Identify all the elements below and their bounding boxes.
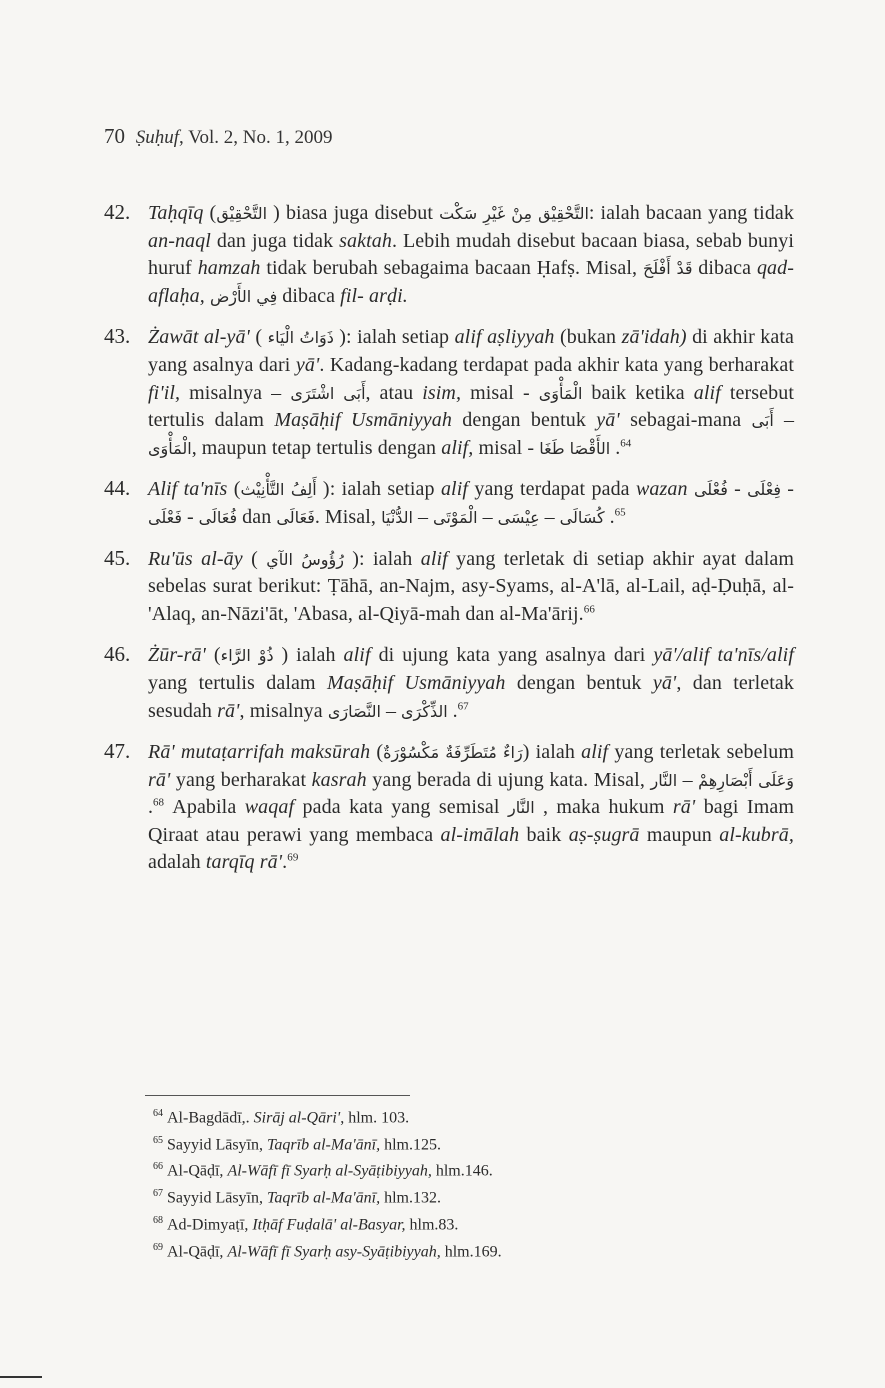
footnote-number: 64 [153,1108,163,1119]
glossary-entry-45 [104,546,794,629]
page-number: 70 [104,124,125,148]
arabic-text: فِعْلَى [747,480,782,500]
footnote-title: Al-Wāfī fī Syarḥ asy-Syāṭibiyyah, [227,1243,441,1260]
entry-term: Żūr-rā' [148,644,206,667]
footnote-ref[interactable]: 67 [457,699,469,712]
glossary-entry-47 [104,739,794,877]
arabic-text: قَدْ أَفْلَحَ [642,259,693,279]
arabic-text: فُعْلَى [693,480,728,500]
footnote-title: Al-Wāfī fī Syarḥ al-Syāṭibiyyah, [227,1162,432,1180]
footnote-title: Taqrīb al-Ma'ānī, [267,1136,381,1154]
footnote-65: $^{65}$ Sayyid Lāsyīn, Taqrīb al-Ma'ānī, hlm.125. [153,1134,441,1154]
arabic-text: عِيْسَى [497,507,540,527]
footnote-title: Sirāj al-Qāri' [253,1109,341,1127]
entry-term: Rā' mutaṭarrifah maksūrah [148,741,371,764]
arabic-text: فَعَالَى [276,507,315,527]
arabic-term: رَاءٌ مُتَطَرِّفَةٌ مَكْسُوْرَةٌ [383,743,523,763]
page-edge-mark [0,1376,42,1378]
glossary-entry-42 [104,200,794,310]
entry-text: Taḥqīq (التَّحْقِيْق ) biasa juga disebut التَّحْقِيْق مِنْ غَيْرِ سَكْت: ialah bacaan yang tidak an-naql dan juga tidak saktah. Lebih mudah disebut bacaan biasa, sebab bunyi huruf hamzah tidak berubah sebagaima bacaan Ḥafṣ. Misal, قَدْ أَفْلَحَ dibaca qad- aflaḥa, فِي الأَرْض dibaca fil- arḍi. [148,202,795,307]
entry-text: Żawāt al-yā' ( ذَوَاتُ الْيَاء ): ialah setiap alif aṣliyyah (bukan zā'idah) di akhir kata yang asalnya dari yā'. Kadang-kadang terdapat pada akhir kata yang berharakat fi'il, misalnya – اشْتَرَى أَبَى, atau isim, misal - الْمَأْوَى baik ketika alif tersebut tertulis dalam Maṣāḥif Usmāniyyah dengan bentuk yā' sebagai-mana أَبَى – الْمَأْوَى, maupun tetap tertulis dengan alif, misal - طَغَا الأَقْصَا .$^{64}$ [148,326,795,459]
footnote-number: 68 [153,1214,163,1226]
entry-number: 44. [104,476,131,501]
arabic-text: فُعَالَى [198,507,238,527]
journal-volume: , Vol. 2, No. 1, 2009 [179,127,333,148]
arabic-term: ذَوَاتُ الْيَاء [267,328,334,348]
arabic-text: الأَقْصَا [569,438,611,458]
entry-term: Alif ta'nīs [148,478,228,501]
arabic-term: ذُوْ الرَّاء [220,646,274,666]
arabic-text: الْمَأْوَى [148,438,192,458]
footnotes [153,1103,713,1263]
journal-title: Ṣuḥuf [135,127,180,148]
arabic-text: كُسَالَى [559,507,605,527]
entry-text: Ru'ūs al-āy ( رُؤُوسُ الآي ): ialah alif yang terletak di setiap akhir ayat dalam sebelas surat berikut: Ṭāhā, an-Najm, asy-Syams, al-A'lā, al-Lail, aḍ-Ḍuḥā, al-'Alaq, an-Nāzi'āt, 'Abasa, al-Qiyā-mah dan al-Ma'ārij.$^{66}$ [148,547,795,625]
arabic-text: التَّحْقِيْق مِنْ غَيْرِ سَكْت [439,204,589,223]
footnote-number: 66 [153,1161,163,1173]
entry-term: Taḥqīq [148,202,204,224]
arabic-text: الْمَوْتَى [433,507,478,527]
footnote-64: $^{64}$ Al-Bagdādī,. Sirāj al-Qāri', hlm. 103. [153,1108,410,1127]
glossary-list [104,200,794,891]
arabic-text: الْمَأْوَى [538,383,583,403]
arabic-text: أَبَى [343,383,366,403]
entry-text: Alif ta'nīs (أَلِفُ التَّأْنِيْث ): ialah setiap alif yang terdapat pada wazan فُعْلَى - فِعْلَى - فَعْلَى - فُعَالَى dan فَعَالَى. Misal, الدُّنْيَا – الْمَوْتَى – عِيْسَى – كُسَالَى .$^{65}$ [148,478,794,528]
glossary-entry-43 [104,324,794,462]
arabic-text: فَعْلَى [148,507,182,527]
entry-text: Żūr-rā' (ذُوْ الرَّاء ) ialah alif di ujung kata yang asalnya dari yā'/alif ta'nīs/alif yang tertulis dalam Maṣāḥif Usmāniyyah dengan bentuk yā', dan terletak sesudah rā', misalnya النَّصَارَى – الذِّكْرَى .$^{67}$ [148,644,794,722]
arabic-text: النَّصَارَى [327,701,381,721]
arabic-text: طَغَا [539,438,565,458]
footnote-67: $^{67}$ Sayyid Lāsyīn, Taqrīb al-Ma'ānī, hlm.132. [153,1188,441,1207]
entry-text: Rā' mutaṭarrifah maksūrah (رَاءٌ مُتَطَرِّفَةٌ مَكْسُوْرَةٌ) ialah alif yang terletak sebelum rā' yang berharakat kasrah yang berada di ujung kata. Misal, النَّار – وَعَلَى أَبْصَارِهِمْ .$^{68}$ Apabila waqaf pada kata yang semisal النَّار , maka hukum rā' bagi Imam Qiraat atau perawi yang membaca al-imālah baik aṣ-ṣugrā maupun al-kubrā, adalah tarqīq rā'.$^{69}$ [148,741,795,874]
arabic-term: أَلِفُ التَّأْنِيْث [240,480,317,500]
arabic-text: الدُّنْيَا [381,507,413,527]
footnote-66: $^{66}$ Al-Qāḍī, Al-Wāfī fī Syarḥ al-Syāṭibiyyah, hlm.146. [153,1161,493,1180]
footnote-68: $^{68}$ Ad-Dimyaṭī, Itḥāf Fuḍalā' al-Basyar, hlm.83. [153,1214,459,1234]
entry-number: 42. [104,200,131,224]
footnote-ref[interactable]: 69 [287,851,299,864]
arabic-text: النَّار [650,770,678,790]
arabic-text: أَبَى [751,411,774,431]
arabic-text: اشْتَرَى [290,383,335,403]
footnote-number: 69 [153,1241,163,1253]
footnote-ref[interactable]: 66 [583,603,595,616]
footnote-divider [145,1095,410,1096]
arabic-term: التَّحْقِيْق [216,204,268,223]
footnote-title: Itḥāf Fuḍalā' al-Basyar, [252,1216,406,1234]
entry-number: 43. [104,324,131,349]
entry-number: 46. [104,642,131,667]
running-header [104,124,332,149]
footnote-number: 65 [153,1134,163,1146]
footnote-69: $^{69}$ Al-Qāḍī, Al-Wāfī fī Syarḥ asy-Syāṭibiyyah, hlm.169. [153,1241,502,1260]
entry-term: Ru'ūs al-āy [148,547,243,570]
footnote-ref[interactable]: 68 [153,796,164,809]
footnote-number: 67 [153,1188,163,1200]
footnote-title: Taqrīb al-Ma'ānī, [267,1189,381,1207]
arabic-text: الذِّكْرَى [400,701,448,721]
arabic-text: فِي الأَرْض [209,286,278,306]
glossary-entry-46 [104,642,794,725]
arabic-text: وَعَلَى أَبْصَارِهِمْ [698,770,795,790]
entry-number: 45. [104,545,131,570]
glossary-entry-44 [104,476,794,531]
arabic-term: رُؤُوسُ الآي [266,549,344,569]
footnote-ref[interactable]: 65 [614,506,626,519]
footnote-ref[interactable]: 64 [620,437,632,450]
entry-number: 47. [104,739,131,764]
entry-term: Żawāt al-yā' [148,326,250,349]
arabic-text: النَّار [507,798,535,818]
